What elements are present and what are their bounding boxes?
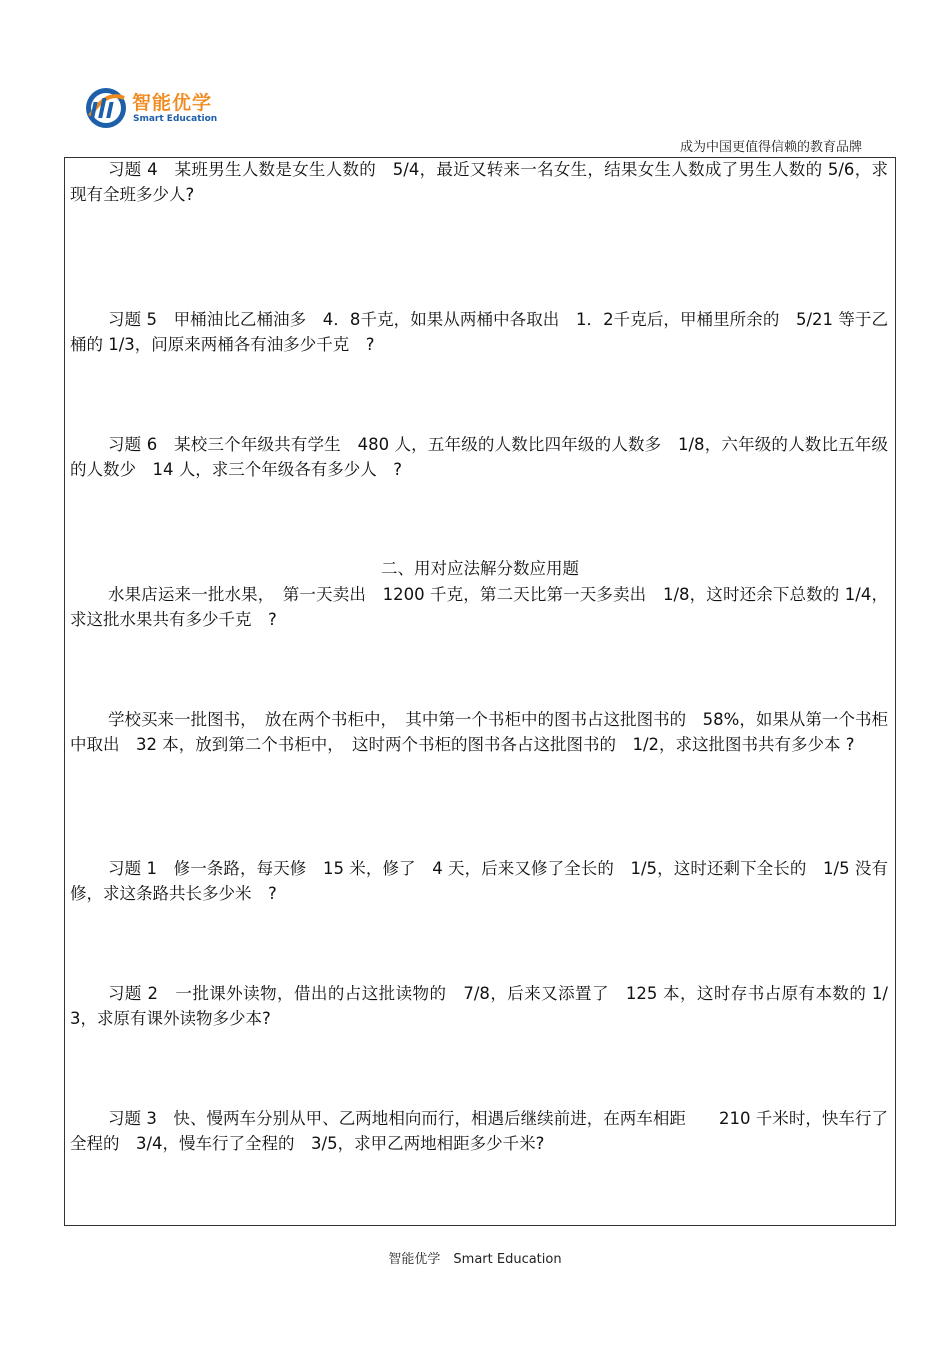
logo-chinese-text: 智能优学 bbox=[132, 92, 213, 114]
problem-6: 习题 6 某校三个年级共有学生 480 人，五年级的人数比四年级的人数多 1/8，六年级的人数比五年级的人数少 14 人，求三个年级各有多少人 ? bbox=[70, 435, 888, 479]
logo-english-text: Smart Education bbox=[133, 114, 218, 124]
fruit-problem: 水果店运来一批水果， 第一天卖出 1200 千克，第二天比第一天多卖出 1/8，这时还余下总数的 1/4，求这批水果共有多少千克 ? bbox=[70, 585, 888, 629]
problem-4: 习题 4 某班男生人数是女生人数的 5/4，最近又转来一名女生，结果女生人数成了男生人数的 5/6，求现有全班多少人? bbox=[70, 160, 888, 204]
page-footer: 智能优学 Smart Education bbox=[388, 1252, 562, 1267]
logo-mark-icon bbox=[84, 86, 128, 130]
exercise-2: 习题 2 一批课外读物，借出的占这批读物的 7/8，后来又添置了 125 本，这时存书占原有本数的 1/3，求原有课外读物多少本? bbox=[70, 984, 888, 1028]
header-slogan: 成为中国更值得信赖的教育品牌 bbox=[679, 140, 862, 155]
exercise-3: 习题 3 快、慢两车分别从甲、乙两地相向而行，相遇后继续前进，在两车相距 210 千米时，快车行了全程的 3/4，慢车行了全程的 3/5，求甲乙两地相距多少千米? bbox=[70, 1109, 888, 1153]
brand-logo bbox=[84, 86, 224, 132]
problem-5: 习题 5 甲桶油比乙桶油多 4．8千克，如果从两桶中各取出 1．2千克后，甲桶里所余的 5/21 等于乙桶的 1/3，问原来两桶各有油多少千克 ? bbox=[70, 310, 888, 354]
section-heading: 二、用对应法解分数应用题 bbox=[381, 559, 579, 578]
exercise-1: 习题 1 修一条路，每天修 15 米，修了 4 天，后来又修了全长的 1/5，这时还剩下全长的 1/5 没有修，求这条路共长多少米 ? bbox=[70, 859, 888, 903]
book-problem: 学校买来一批图书， 放在两个书柜中， 其中第一个书柜中的图书占这批图书的 58%，如果从第一个书柜中取出 32 本，放到第二个书柜中， 这时两个书柜的图书各占这批图书的 1/2，求这批图书共有多少本 ? bbox=[70, 710, 888, 754]
